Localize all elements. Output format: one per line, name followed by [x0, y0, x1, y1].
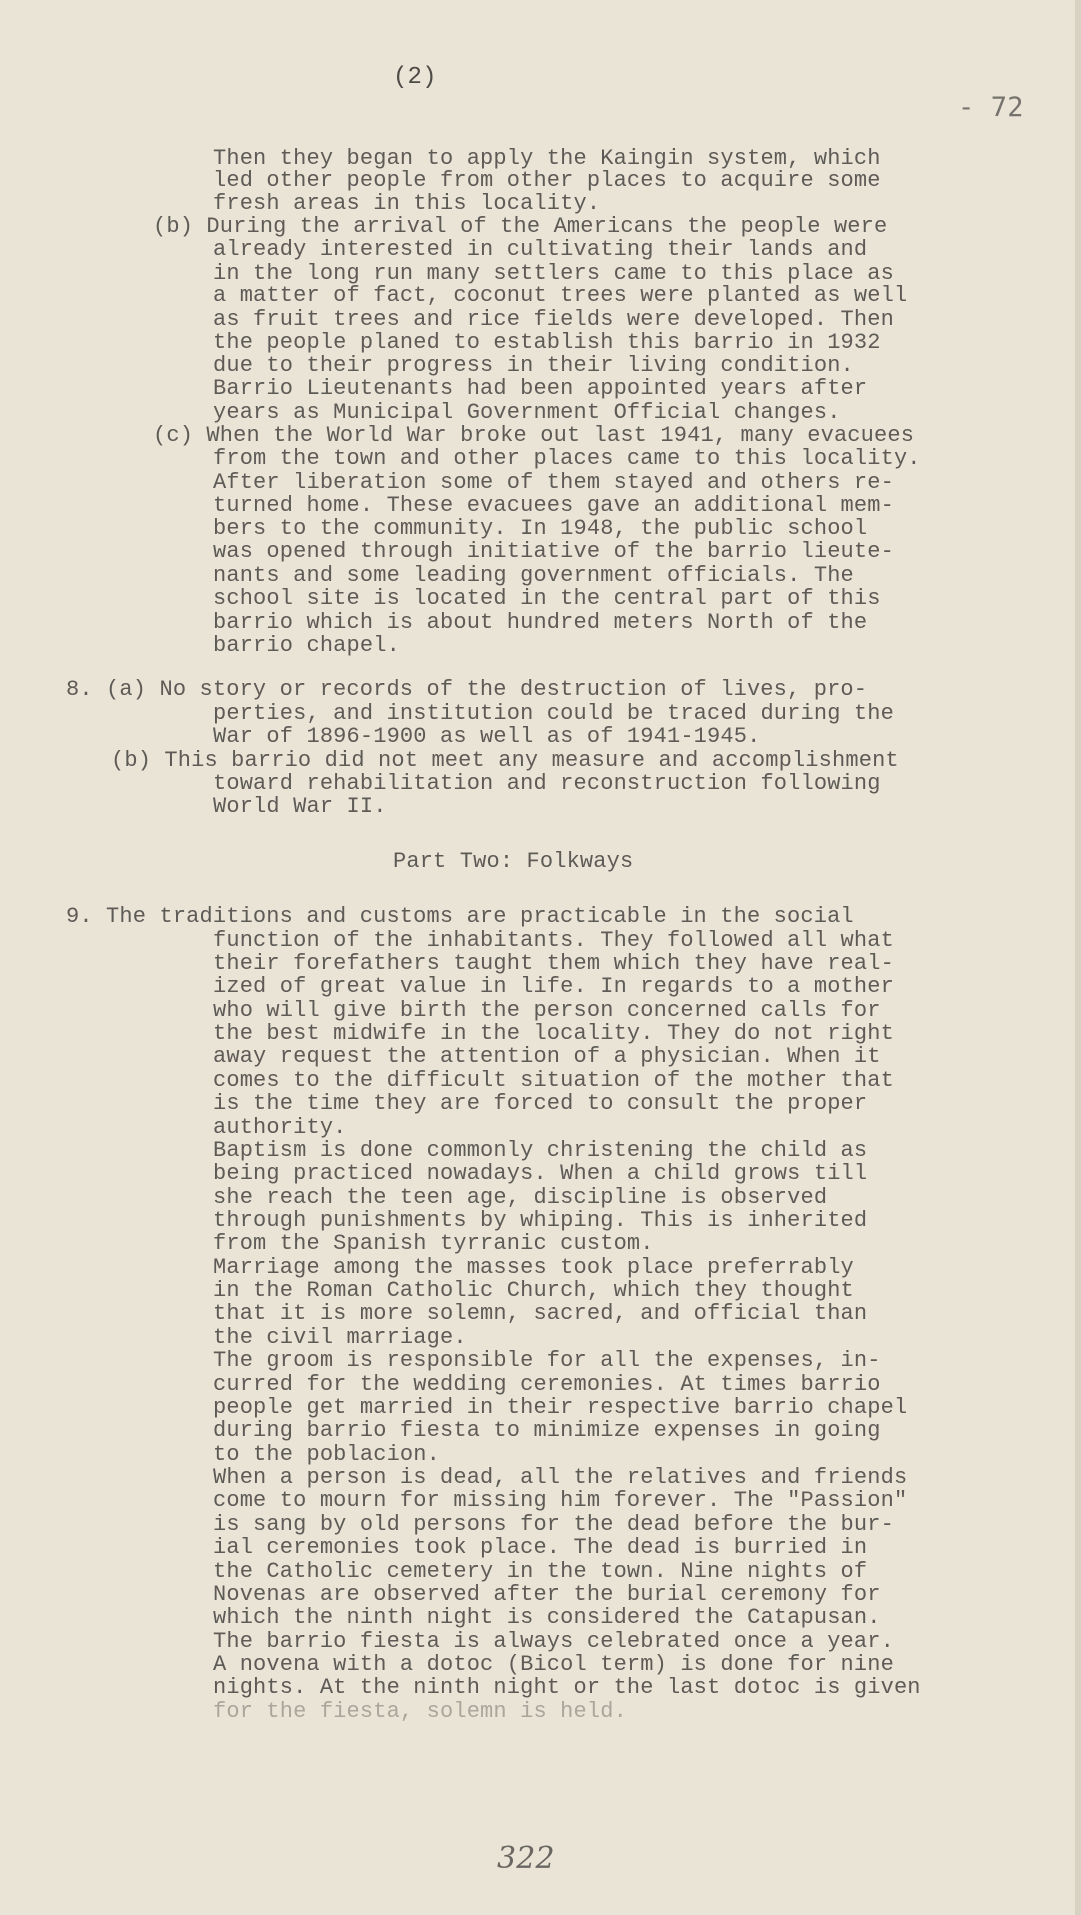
body-line: perties, and institution could be traced during the [213, 701, 894, 726]
body-line: function of the inhabitants. They followed all what [213, 928, 894, 953]
body-line: Baptism is done commonly christening the child as [213, 1138, 868, 1163]
body-line: A novena with a dotoc (Bicol term) is done for nine [213, 1652, 894, 1677]
body-line: to the poblacion. [213, 1442, 440, 1467]
body-line: nights. At the ninth night or the last dotoc is given [213, 1675, 921, 1700]
body-line: After liberation some of them stayed and others re- [213, 470, 894, 495]
page-number: - 72 [958, 92, 1024, 123]
body-line: that it is more solemn, sacred, and official than [213, 1301, 868, 1326]
body-line: during barrio fiesta to minimize expenses in going [213, 1418, 881, 1443]
body-line: a matter of fact, coconut trees were planted as well [213, 283, 908, 308]
body-line: which the ninth night is considered the Catapusan. [213, 1605, 881, 1630]
body-line: come to mourn for missing him forever. The "Passion" [213, 1488, 908, 1513]
body-line: 8. (a) No story or records of the destruction of lives, pro- [66, 677, 868, 702]
body-line: curred for the wedding ceremonies. At times barrio [213, 1372, 881, 1397]
body-line: barrio chapel. [213, 633, 400, 658]
body-line: ial ceremonies took place. The dead is burried in [213, 1535, 868, 1560]
page-edge [1075, 0, 1081, 1915]
body-line: due to their progress in their living condition. [213, 353, 854, 378]
body-line: years as Municipal Government Official changes. [213, 400, 841, 425]
body-line: authority. [213, 1115, 347, 1140]
body-line: in the Roman Catholic Church, which they thought [213, 1278, 854, 1303]
body-line: The barrio fiesta is always celebrated once a year. [213, 1629, 894, 1654]
body-line: led other people from other places to acquire some [213, 168, 881, 193]
body-line: the people planed to establish this barrio in 1932 [213, 330, 881, 355]
body-line: is sang by old persons for the dead before the bur- [213, 1512, 894, 1537]
body-line: Then they began to apply the Kaingin system, which [213, 146, 881, 171]
body-line: the civil marriage. [213, 1325, 467, 1350]
body-line: War of 1896-1900 as well as of 1941-1945. [213, 724, 761, 749]
body-line: (c) When the World War broke out last 1941, many evacuees [153, 423, 915, 448]
body-line: bers to the community. In 1948, the public school [213, 516, 868, 541]
body-line: The groom is responsible for all the expenses, in- [213, 1348, 881, 1373]
body-line: school site is located in the central part of this [213, 586, 881, 611]
body-line: the Catholic cemetery in the town. Nine nights of [213, 1559, 868, 1584]
body-line: Novenas are observed after the burial ceremony for [213, 1582, 881, 1607]
body-line: people get married in their respective barrio chapel [213, 1395, 908, 1420]
section-number: (2) [393, 64, 437, 91]
body-line: as fruit trees and rice fields were developed. Then [213, 307, 894, 332]
body-line: turned home. These evacuees gave an additional mem- [213, 493, 894, 518]
body-line: from the town and other places came to this locality. [213, 446, 921, 471]
body-line: their forefathers taught them which they have real- [213, 951, 894, 976]
handwritten-page-number: 322 [497, 1841, 555, 1876]
body-line: Barrio Lieutenants had been appointed years after [213, 376, 868, 401]
body-line: 9. The traditions and customs are practicable in the social [66, 904, 854, 929]
body-line: was opened through initiative of the barrio lieute- [213, 539, 894, 564]
body-line: comes to the difficult situation of the mother that [213, 1068, 894, 1093]
body-line: barrio which is about hundred meters North of the [213, 610, 868, 635]
body-line: fresh areas in this locality. [213, 191, 601, 216]
body-line: being practiced nowadays. When a child grows till [213, 1161, 868, 1186]
body-line: the best midwife in the locality. They do not right [213, 1021, 894, 1046]
body-line: nants and some leading government officials. The [213, 563, 854, 588]
body-line: World War II. [213, 794, 387, 819]
body-line: toward rehabilitation and reconstruction following [213, 771, 881, 796]
body-line: When a person is dead, all the relatives and friends [213, 1465, 908, 1490]
body-line: is the time they are forced to consult the proper [213, 1091, 868, 1116]
body-line: in the long run many settlers came to this place as [213, 261, 894, 286]
body-line: from the Spanish tyrranic custom. [213, 1231, 654, 1256]
body-line: (b) This barrio did not meet any measure and accomplishment [111, 748, 899, 773]
body-line: away request the attention of a physician. When it [213, 1044, 881, 1069]
body-line: Marriage among the masses took place preferrably [213, 1255, 854, 1280]
body-line: already interested in cultivating their lands and [213, 237, 868, 262]
body-line: ized of great value in life. In regards to a mother [213, 974, 894, 999]
body-line: who will give birth the person concerned calls for [213, 998, 881, 1023]
body-line: (b) During the arrival of the Americans the people were [153, 214, 888, 239]
body-line: through punishments by whiping. This is inherited [213, 1208, 868, 1233]
body-line: she reach the teen age, discipline is observed [213, 1185, 828, 1210]
section-heading: Part Two: Folkways [393, 849, 634, 874]
body-line: for the fiesta, solemn is held. [213, 1699, 627, 1724]
